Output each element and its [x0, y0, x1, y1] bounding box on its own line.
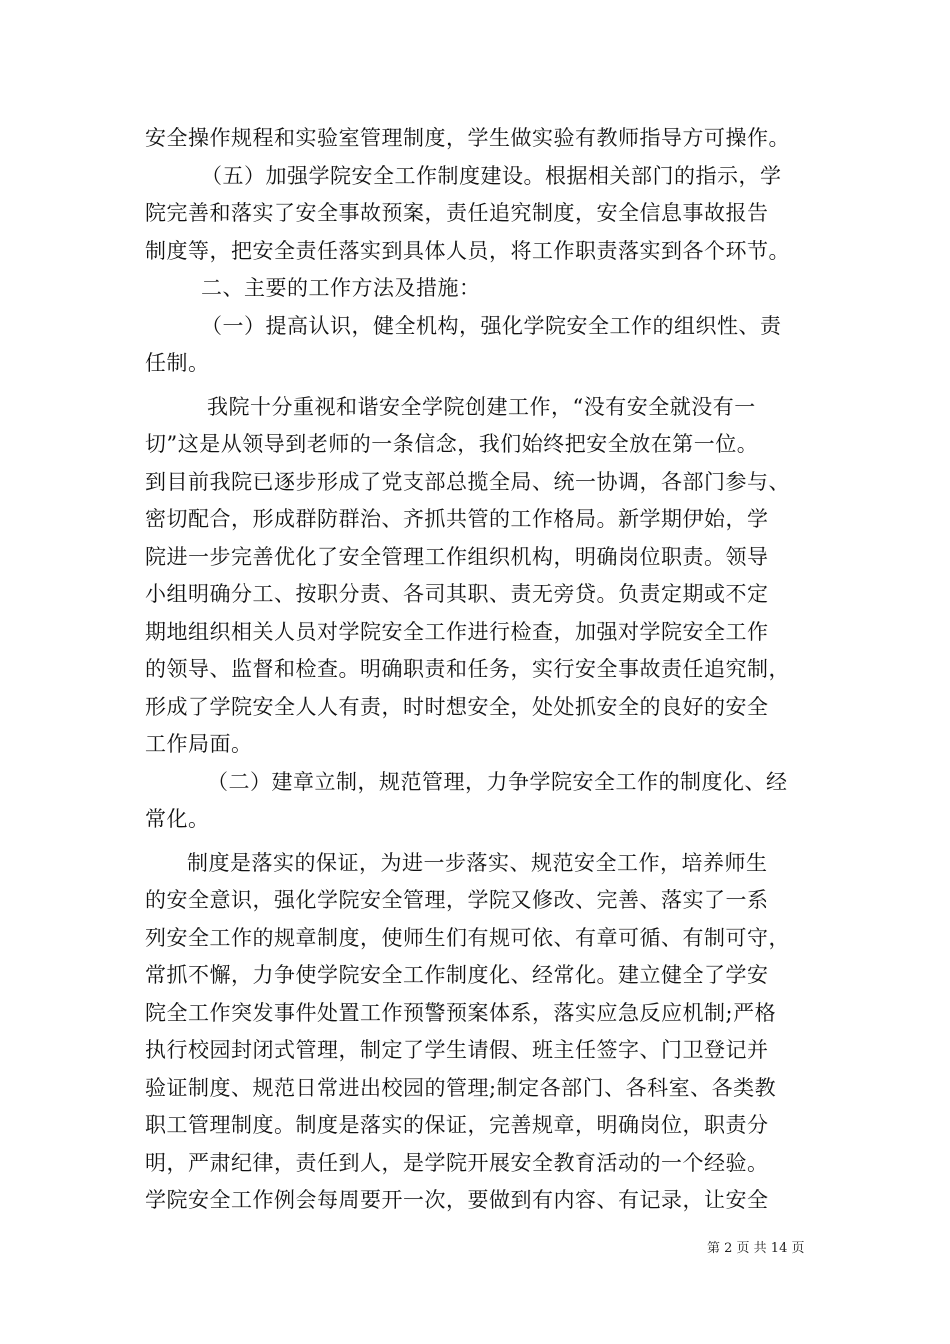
text-line: 我院十分重视和谐安全学院创建工作，“没有安全就没有一 [207, 394, 756, 419]
text-line: 制度是落实的保证，为进一步落实、规范安全工作，培养师生 [187, 850, 768, 875]
text-line: 工作局面。 [145, 732, 253, 756]
text-line: 到目前我院已逐步形成了党支部总揽全局、统一协调，各部门参与、 [145, 469, 790, 494]
subsection-heading: （二）建章立制，规范管理，力争学院安全工作的制度化、经 [207, 769, 788, 794]
text-line: 执行校园封闭式管理，制定了学生请假、班主任签字、门卫登记并 [145, 1038, 769, 1062]
text-line: 列安全工作的规章制度，使师生们有规可依、有章可循、有制可守， [145, 925, 790, 950]
text-line: 安全操作规程和实验室管理制度，学生做实验有教师指导方可操作。 [145, 126, 790, 150]
text-line: 的安全意识，强化学院安全管理，学院又修改、完善、落实了一系 [145, 888, 769, 912]
text-line: 学院安全工作例会每周要开一次，要做到有内容、有记录，让安全 [145, 1188, 769, 1212]
text-line: 的领导、监督和检查。明确职责和任务，实行安全事故责任追究制， [145, 657, 790, 681]
text-line: 密切配合，形成群防群治、齐抓共管的工作格局。新学期伊始，学 [145, 507, 769, 531]
text-line: 任制。 [145, 351, 210, 375]
text-line: 小组明确分工、按职分责、各司其职、责无旁贷。负责定期或不定 [145, 582, 769, 606]
text-line: 明，严肃纪律，责任到人，是学院开展安全教育活动的一个经验。 [145, 1150, 769, 1175]
text-line: 院进一步完善优化了安全管理工作组织机构，明确岗位职责。领导 [145, 544, 769, 569]
subsection-heading: （一）提高认识，健全机构，强化学院安全工作的组织性、责 [201, 313, 782, 338]
body-text [145, 120, 807, 1220]
section-heading: 二、主要的工作方法及措施： [201, 276, 481, 300]
text-line: 期地组织相关人员对学院安全工作进行检查，加强对学院安全工作 [145, 619, 769, 644]
text-line: 切”这是从领导到老师的一条信念，我们始终把安全放在第一位。 [145, 432, 759, 456]
text-line: 形成了学院安全人人有责，时时想安全，处处抓安全的良好的安全 [145, 694, 769, 719]
page-number: 第 2 页 共 14 页 [707, 1241, 805, 1256]
text-line: （五）加强学院安全工作制度建设。根据相关部门的指示，学 [201, 163, 782, 188]
text-line: 验证制度、规范日常进出校园的管理;制定各部门、各科室、各类教 [145, 1075, 777, 1100]
text-line: 制度等，把安全责任落实到具体人员，将工作职责落实到各个环节。 [145, 238, 790, 263]
text-line: 院全工作突发事件处置工作预警预案体系，落实应急反应机制;严格 [145, 1000, 777, 1025]
text-line: 常化。 [145, 807, 210, 831]
text-line: 常抓不懈，力争使学院安全工作制度化、经常化。建立健全了学安 [145, 963, 769, 987]
text-line: 职工管理制度。制度是落实的保证，完善规章，明确岗位，职责分 [145, 1113, 769, 1137]
text-line: 院完善和落实了安全事故预案，责任追究制度，安全信息事故报告 [145, 201, 769, 225]
